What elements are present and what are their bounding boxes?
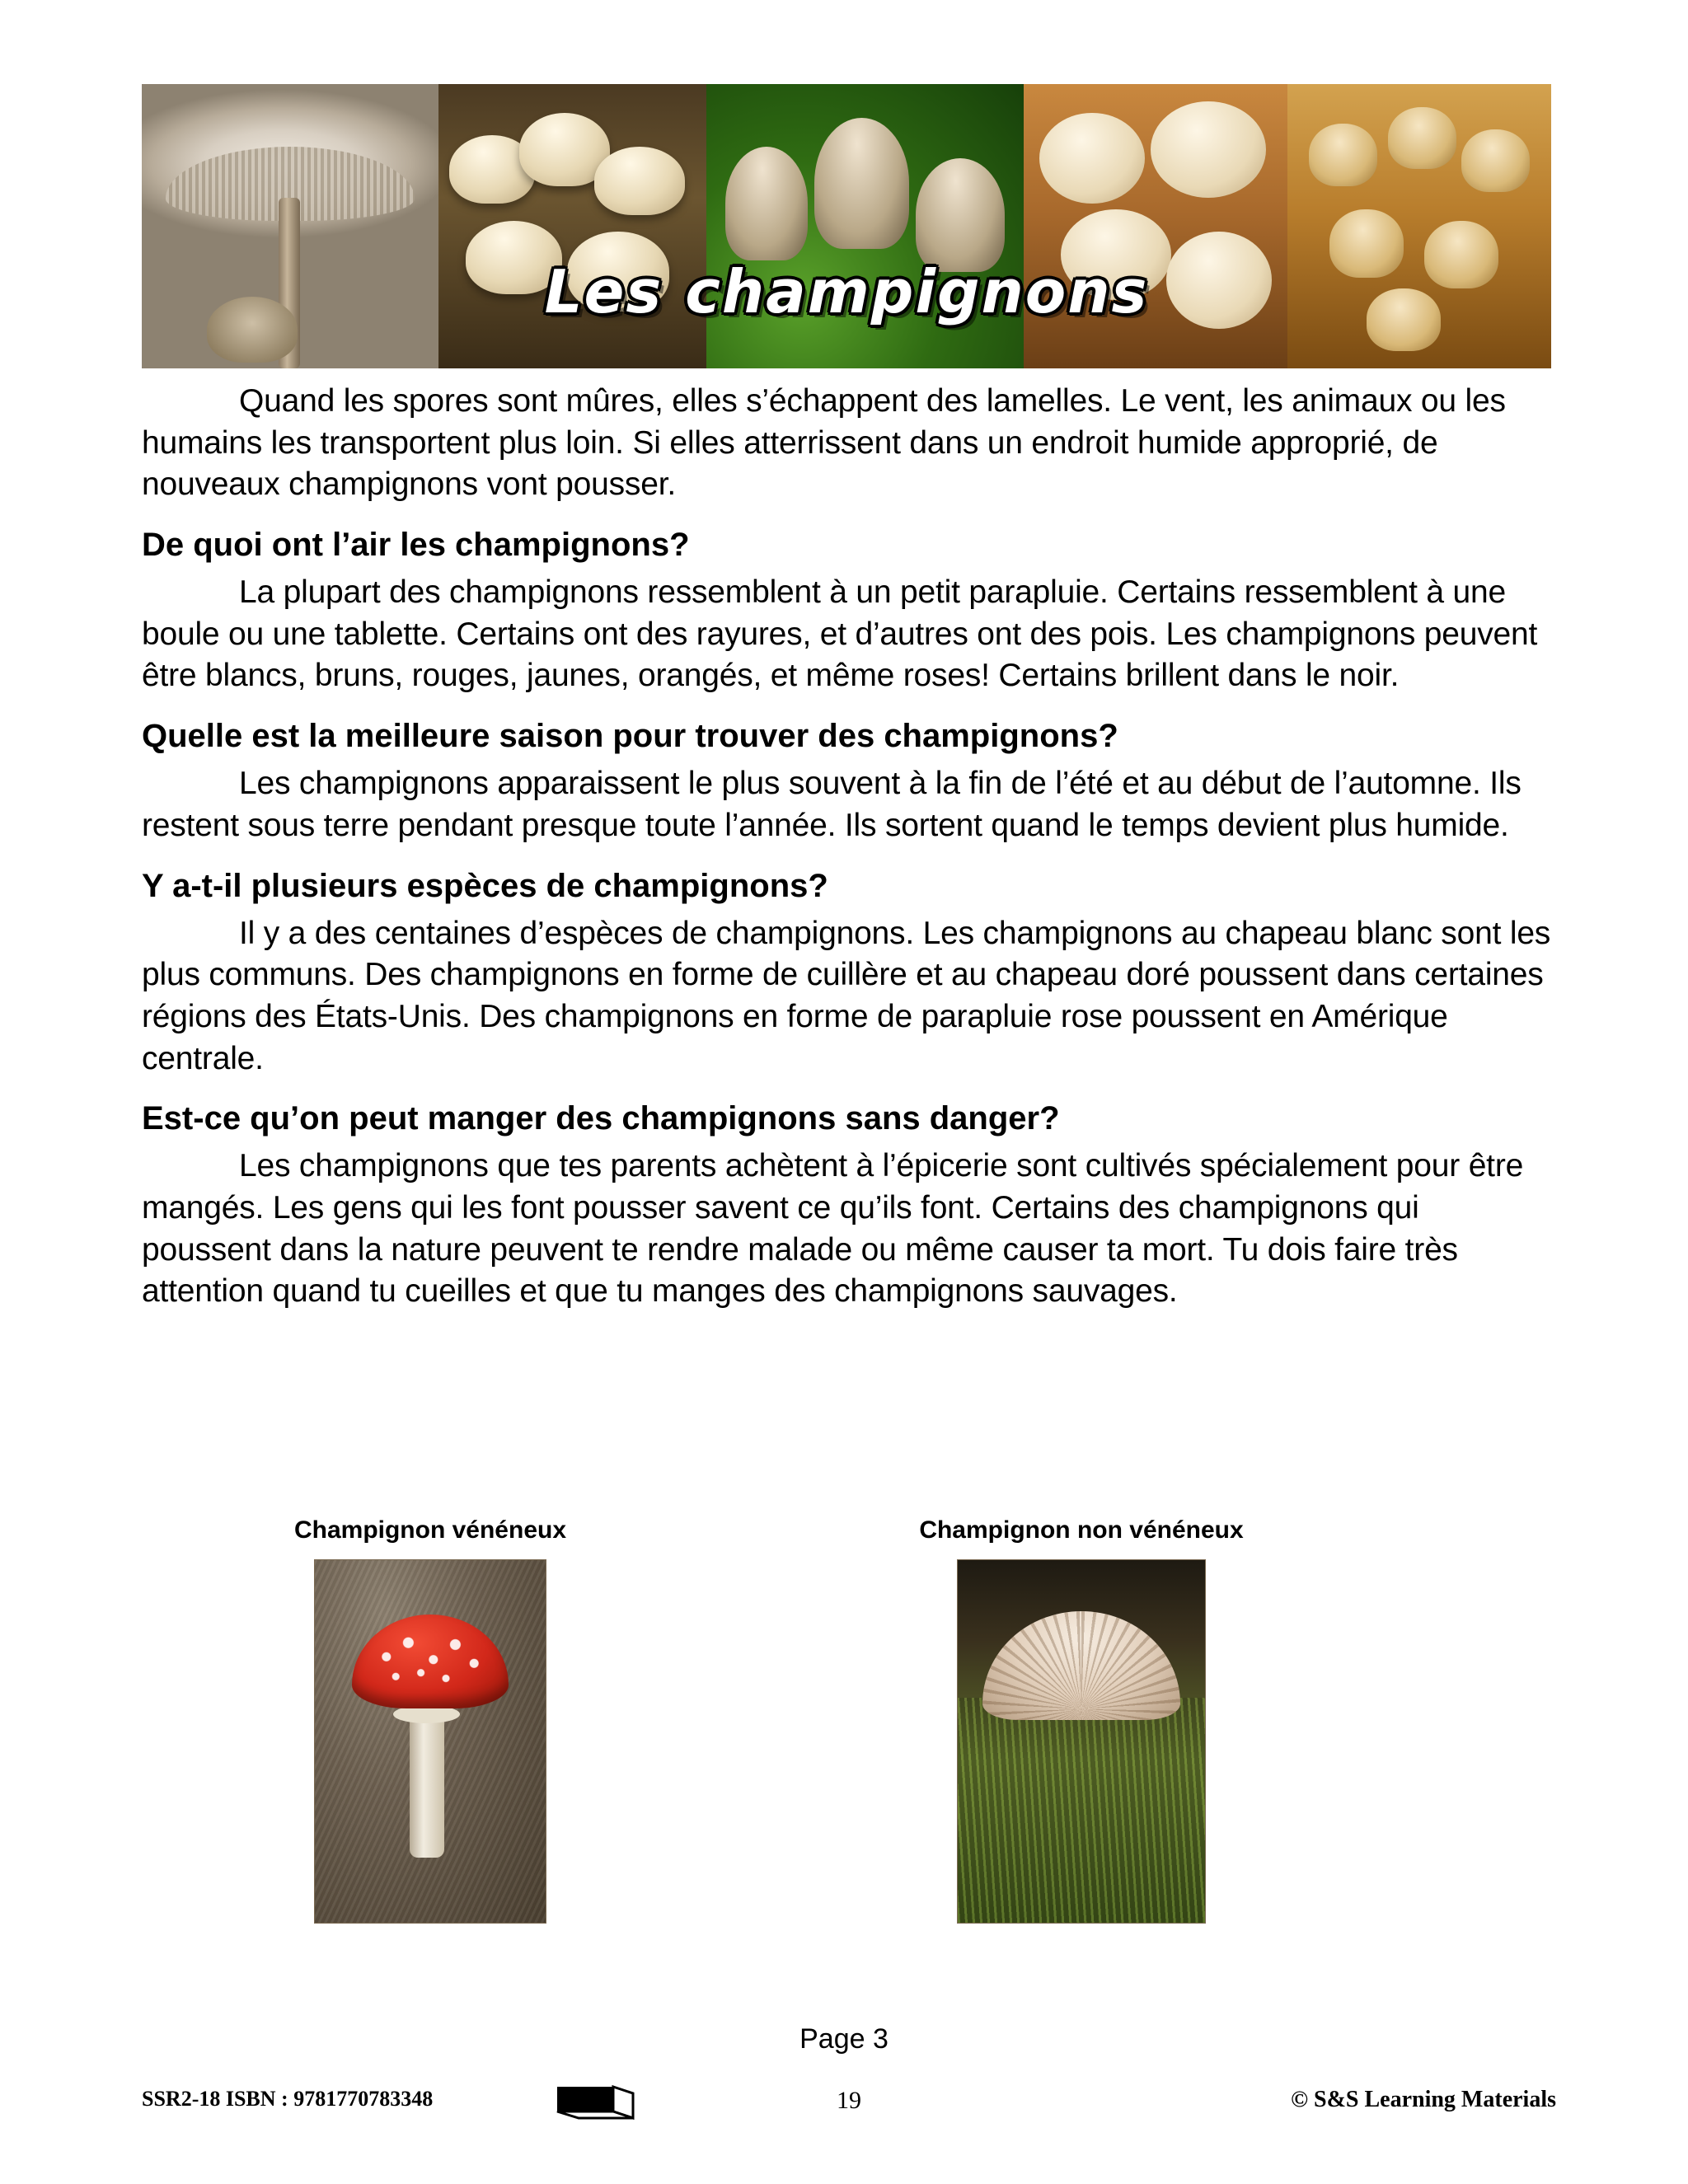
mushroom-cap-detail [725, 147, 808, 260]
section-paragraph-3: Il y a des centaines d’espèces de champignons. Les champignons au chapeau blanc sont les plus communs. Des champignons en forme de cuillère et au chapeau doré poussent dans certaines régions des États-Unis. Des champignons en forme de parapluie rose poussent en Amérique centrale. [142, 915, 1551, 1076]
header-photo-banner [142, 84, 1551, 368]
footer-copyright: © S&S Learning Materials [1291, 2087, 1556, 2112]
section-heading-4: Est-ce qu’on peut manger des champignons sans danger? [142, 1100, 1060, 1137]
mushroom-cap-detail [567, 232, 669, 312]
mushroom-cap-detail [916, 158, 1005, 272]
banner-image-4 [1024, 84, 1287, 368]
banner-image-5 [1287, 84, 1551, 368]
footer-page-number: 19 [837, 2087, 861, 2114]
mushroom-cap-detail [466, 221, 562, 295]
red-spotted-amanita-photo [314, 1559, 546, 1924]
page-label: Page 3 [799, 2023, 889, 2055]
mushroom-cap-detail [1151, 101, 1267, 198]
mushroom-cap-detail [594, 147, 686, 215]
mushroom-cap-detail [1061, 209, 1171, 300]
mushroom-cap-detail [1039, 113, 1145, 204]
mushroom-cap-detail [1367, 288, 1441, 351]
footer-isbn: SSR2-18 ISBN : 9781770783348 [142, 2087, 434, 2111]
figure-row [142, 1516, 1554, 2027]
mushroom-cap-detail [814, 118, 910, 249]
mushroom-cap-detail [1329, 209, 1404, 278]
figure-caption-1: Champignon vénéneux [293, 1516, 567, 1544]
page-footer [142, 2087, 1556, 2123]
section-paragraph-4: Les champignons que tes parents achètent à l’épicerie sont cultivés spécialement pour être mangés. Les gens qui les font pousser savent ce qu’ils font. Certains des champignons qui poussent dans la nature peuvent te rendre malade ou même causer ta mort. Tu dois faire très attention quand tu cueilles et que tu manges des champignons sauvages. [142, 1148, 1524, 1310]
section-heading-2: Quelle est la meilleure saison pour trouver des champignons? [142, 718, 1118, 755]
mushroom-cap-detail [1388, 107, 1456, 170]
banner-image-3 [706, 84, 1024, 368]
mushroom-cap-detail [1309, 124, 1377, 186]
section-heading-1: De quoi ont l’air les champignons? [142, 527, 690, 564]
section-paragraph-1: La plupart des champignons ressemblent à un petit parapluie. Certains ressemblent à une boule ou une tablette. Certains ont des rayures, et d’autres ont des pois. Les champignons peuvent être blancs, bruns, rouges, jaunes, orangés, et même roses! Certains brillent dans le noir. [142, 574, 1538, 694]
parasol-mushroom-in-grass-photo [957, 1559, 1206, 1924]
article-body [142, 381, 1554, 1321]
section-paragraph-2: Les champignons apparaissent le plus souvent à la fin de l’été et au début de l’automne. Ils restent sous terre pendant presque toute l’année. Ils sortent quand le temps devient plus humide. [142, 766, 1522, 843]
intro-paragraph: Quand les spores sont mûres, elles s’échappent des lamelles. Le vent, les animaux ou les humains les transportent plus loin. Si elles atterrissent dans un endroit humide approprié, de nouveaux champignons vont pousser. [142, 383, 1506, 503]
page-title: Les champignons [544, 257, 1149, 326]
mushroom-stem-detail [1069, 1713, 1094, 1879]
banner-image-2 [438, 84, 706, 368]
figure-poisonous [199, 1516, 661, 1924]
banner-image-1 [142, 84, 438, 368]
small-mushroom-detail [207, 297, 298, 363]
mushroom-cap-detail [1166, 232, 1272, 328]
figure-caption-2: Champignon non vénéneux [919, 1516, 1244, 1544]
mushroom-cap-detail [1461, 129, 1530, 192]
mushroom-cap-detail [1424, 221, 1498, 289]
section-heading-3: Y a-t-il plusieurs espèces de champignons? [142, 867, 828, 904]
figure-non-poisonous [851, 1516, 1312, 1924]
